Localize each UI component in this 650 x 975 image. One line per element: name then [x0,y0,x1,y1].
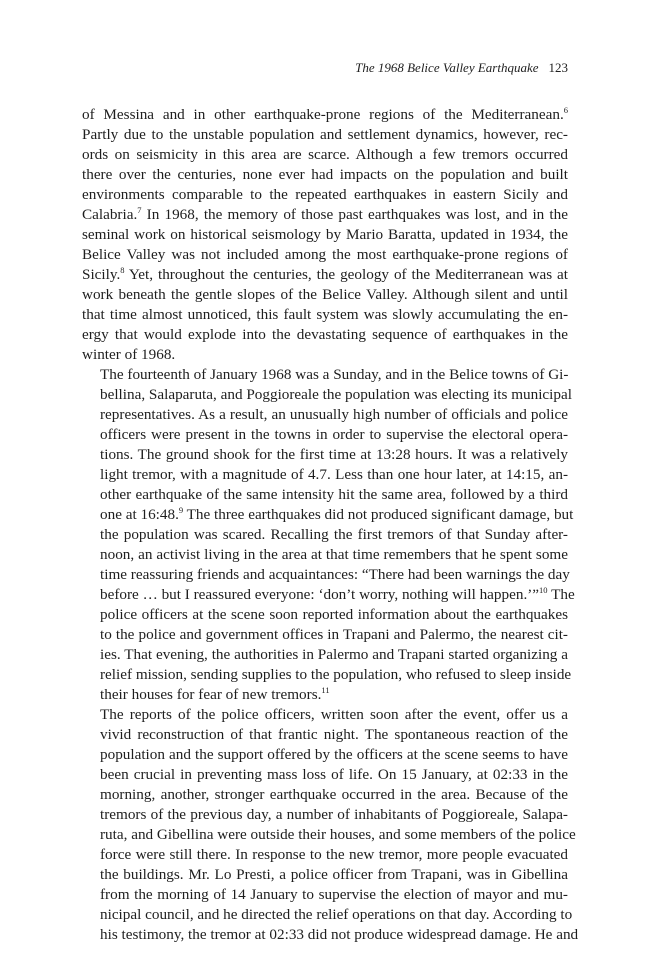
text-line [82,385,572,405]
text-line [82,145,568,165]
line-text: nicipal council, and he directed the relief operations on that day. According to [100,906,573,923]
line-text: Partly due to the unstable population and settlement dynamics, however, rec- [82,126,568,143]
text-line [82,865,568,885]
footnote-marker[interactable]: 11 [321,685,330,695]
line-text: ords on seismicity in this area are scarce. Although a few tremors occurred [82,146,568,163]
line-text: morning, another, stronger earthquake occurred in the area. Because of the [100,786,568,803]
footnote-marker[interactable]: 6 [563,105,568,115]
running-title: The 1968 Belice Valley Earthquake [355,60,539,75]
text-line [82,185,568,205]
line-text: environments comparable to the repeated earthquakes in eastern Sicily and [82,186,568,203]
line-text: Calabria. [82,206,138,223]
paragraph [82,105,568,365]
line-text: bellina, Salaparuta, and Poggioreale the population was electing its municipal [100,386,572,403]
text-line [82,405,568,425]
text-line [82,645,568,665]
line-text: been crucial in preventing mass loss of life. On 15 January, at 02:33 in the [100,766,568,783]
text-line [82,745,568,765]
paragraph [82,705,579,945]
line-text: relief mission, sending supplies to the population, who refused to sleep inside [100,666,572,683]
text-line [82,205,568,225]
page-number: 123 [548,60,568,75]
line-text-continued: In 1968, the memory of those past earthquakes was lost, and in the [141,206,568,223]
line-text: The fourteenth of January 1968 was a Sunday, and in the Belice towns of Gi- [100,366,569,383]
text-line [82,625,568,645]
text-line [82,225,568,245]
line-text: the population was scared. Recalling the first tremors of that Sunday after- [100,526,568,543]
line-text: ergy that would explode into the devastating sequence of earthquakes in the [82,326,568,343]
line-text: The reports of the police officers, written soon after the event, offer us a [100,706,568,723]
text-line [82,845,568,865]
footnote-marker[interactable]: 8 [120,265,125,275]
text-line [82,325,568,345]
text-line [82,425,568,445]
footnote-marker[interactable]: 9 [178,505,184,515]
footnote-marker[interactable]: 7 [137,205,142,215]
line-text: representatives. As a result, an unusually high number of officials and police [100,406,568,423]
line-text: that time almost unnoticed, this fault system was slowly accumulating the en- [82,306,568,323]
line-text: population and the support offered by the officers at the scene seems to have [100,746,568,763]
footnote-marker[interactable]: 10 [539,585,548,595]
text-line [82,925,579,945]
text-line [82,125,568,145]
text-line [82,705,568,725]
line-text: Sicily. [82,266,121,283]
text-line [82,505,574,525]
text-line [82,905,573,925]
line-text: force were still there. In response to the new tremor, more people evacuated [100,846,568,863]
text-line [82,585,575,605]
line-text: their houses for fear of new tremors. [100,686,322,703]
line-text: ies. That evening, the authorities in Palermo and Trapani started organizing a [100,646,568,663]
running-header [355,60,568,76]
line-text: there over the centuries, none ever had impacts on the population and built [82,166,568,183]
line-text: ruta, and Gibellina were outside their houses, and some members of the police [100,826,576,843]
line-text: other earthquake of the same intensity hit the same area, followed by a third [100,486,568,503]
line-text: before … but I reassured everyone: ‘don’t worry, nothing will happen.’” [100,586,540,603]
text-line [82,465,568,485]
text-line [82,105,568,125]
line-text: vivid reconstruction of that frantic night. The spontaneous reaction of the [100,726,568,743]
line-text: Belice Valley was not included among the most earthquake-prone regions of [82,246,568,263]
line-text: tions. The ground shook for the first time at 13:28 hours. It was a relatively [100,446,568,463]
line-text: to the police and government offices in Trapani and Palermo, the nearest cit- [100,626,568,643]
paragraph [82,365,575,705]
text-line [82,165,568,185]
line-text: light tremor, with a magnitude of 4.7. Less than one hour later, at 14:15, an- [100,466,568,483]
line-text: one at 16:48. [100,506,179,523]
line-text: officers were present in the towns in order to supervise the electoral opera- [100,426,568,443]
line-text: police officers at the scene soon reported information about the earthquakes [100,606,568,623]
text-line [82,725,568,745]
text-line [82,605,568,625]
text-line [82,565,568,585]
text-line [82,525,568,545]
line-text: seminal work on historical seismology by Mario Baratta, updated in 1934, the [82,226,568,243]
line-text: work beneath the gentle slopes of the Belice Valley. Although silent and until [82,286,568,303]
line-text: winter of 1968. [82,346,176,363]
line-text: from the morning of 14 January to supervise the election of mayor and mu- [100,886,568,903]
text-line [82,785,568,805]
line-text: his testimony, the tremor at 02:33 did not produce widespread damage. He and [100,926,579,943]
text-line [82,545,568,565]
text-line [82,305,568,325]
text-line [82,825,576,845]
line-text: noon, an activist living in the area at that time remembers that he spent some [100,546,568,563]
text-line [82,665,572,685]
line-text-continued: Yet, throughout the centuries, the geology of the Mediterranean was at [124,266,568,283]
text-line [82,245,568,265]
text-line [82,285,568,305]
line-text-continued: The three earthquakes did not produced significant damage, but [183,506,574,523]
line-text: tremors of the previous day, a number of inhabitants of Poggioreale, Salapa- [100,806,568,823]
text-line [82,445,568,465]
line-text: the buildings. Mr. Lo Presti, a police officer from Trapani, was in Gibellina [100,866,568,883]
text-line [82,265,568,285]
text-line [82,765,568,785]
body-text [82,105,579,945]
line-text: of Messina and in other earthquake-prone regions of the Mediterranean. [82,106,564,123]
text-line [82,885,568,905]
text-line [82,365,568,385]
text-line [82,805,568,825]
line-text: time reassuring friends and acquaintances: “There had been warnings the day [100,566,570,583]
text-line [82,485,568,505]
text-line [82,685,568,705]
line-text-continued: The [547,586,575,603]
text-line [82,345,568,365]
